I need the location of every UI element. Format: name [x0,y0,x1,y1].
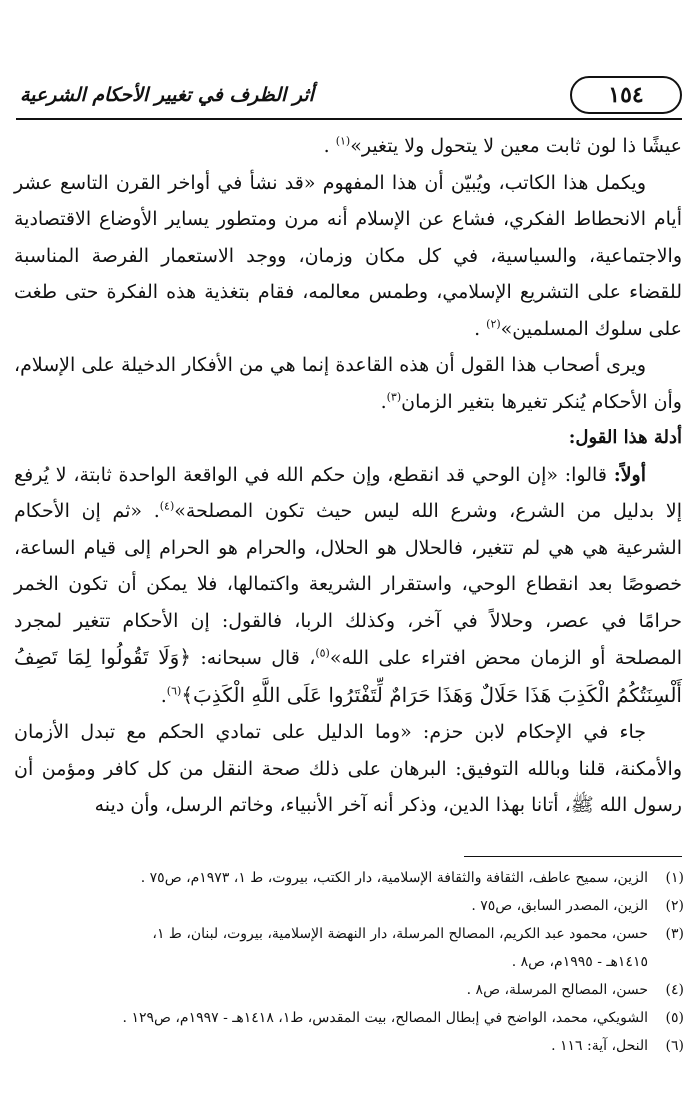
page-header [16,72,682,126]
footnote-5 [16,1004,684,1032]
footnote-ref-3: (٣) [386,390,402,404]
running-title: أثر الظرف في تغيير الأحكام الشرعية [20,84,314,106]
footnote-number: (٥) [665,1010,684,1026]
footnote-text: النحل، آية: ١١٦ . [551,1038,648,1054]
footnote-4 [16,976,684,1004]
footnote-text: الزين، سميح عاطف، الثقافة والثقافة الإسلامية، دار الكتب، بيروت، ط ١، ١٩٧٣م، ص٧٥ . [140,870,648,886]
header-rule [16,118,682,120]
footnote-ref-2: (٢) [486,317,501,331]
footnote-number: (٢) [665,898,684,914]
footnote-separator [464,856,682,857]
footnote-ref-5: (٥) [315,646,330,660]
footnote-3 [16,920,684,948]
footnote-ref-4: (٤) [159,499,175,513]
footnote-2 [16,892,684,920]
paragraph-1: عيشًا ذا لون ثابت معين لا يتحول ولا يتغير»$^{(١)}$ . [323,134,682,157]
paragraph-2-text: ويكمل هذا الكاتب، ويُبيّن أن هذا المفهوم «قد نشأ في أواخر القرن التاسع عشر أيام الانحطاط الفكري، فشاع عن الإسلام أنه مرن ومتطور يساير الأوضاع الاقتصادية والاجتماعية، والسياسية، في كل مكان وزمان، ووجد الاستعمار الفرصة المناسبة للقضاء على التشريع الإسلامي، وطمس معالمه، فقام بتغذية هذه الفكرة حتى طغت على سلوك المسلمين» [14,171,682,340]
paragraph-4-text-b: . «ثم إن الأحكام الشرعية هي هي لم تتغير، فالحلال هو الحلال، والحرام هو الحرام إلى قيام الساعة، خصوصًا بعد انقطاع الوحي، واستقرار الشريعة واكتمالها، فلا يمكن أن تكون الخمر حرامًا في عصر، وحلالاً في آخر، وكذلك الربا، فالقول: إن الأحكام تتغير لمجرد المصلحة أو الزمان محض افتراء على الله» [14,500,682,669]
paragraph-2: ويكمل هذا الكاتب، ويُبيّن أن هذا المفهوم «قد نشأ في أواخر القرن التاسع عشر أيام الانحطاط الفكري، فشاع عن الإسلام أنه مرن ومتطور يساير الأوضاع الاقتصادية والاجتماعية، والسياسية، في كل مكان وزمان، ووجد الاستعمار الفرصة المناسبة للقضاء على التشريع الإسلامي، وطمس معالمه، فقام بتغذية هذه الفكرة حتى طغت على سلوك المسلمين»$^{(٢)}$ . [14,171,682,340]
footnote-number: (٤) [665,982,684,998]
footnote-ref-6: (٦) [166,684,182,698]
page-number: ١٥٤ [570,76,682,114]
paragraph-1-text: عيشًا ذا لون ثابت معين لا يتحول ولا يتغير» [350,135,682,157]
paragraph-3-text: ويرى أصحاب هذا القول أن هذه القاعدة إنما هي من الأفكار الدخيلة على الإسلام، وأن الأحكام يُنكر تغيرها بتغير الزمان [14,354,682,413]
footnote-number: (١) [665,870,684,886]
footnotes [16,864,684,1060]
paragraph-4-lead: أولاً: [613,463,647,486]
footnote-1 [16,864,684,892]
section-heading: أدلة هذا القول: [568,427,682,448]
paragraph-4-text-c: ، قال سبحانه: [200,647,316,669]
footnote-text: الشويكي، محمد، الواضح في إبطال المصالح، بيت المقدس، ط١، ١٤١٨هـ - ١٩٩٧م، ص١٢٩ . [122,1010,648,1026]
footnote-ref-1: (١) [335,134,351,148]
quran-verse: ﴿وَلَا تَقُولُوا لِمَا تَصِفُ أَلْسِنَتُكُمُ الْكَذِبَ هَذَا حَلَالٌ وَهَذَا حَرَامٌ لِّتَفْتَرُوا عَلَى اللَّهِ الْكَذِبَ﴾ [14,645,682,707]
footnote-text: الزين، المصدر السابق، ص٧٥ . [471,898,648,914]
footnote-3-continued: ١٤١٥هـ - ١٩٩٥م، ص٨ . [511,954,648,970]
paragraph-3: ويرى أصحاب هذا القول أن هذه القاعدة إنما هي من الأفكار الدخيلة على الإسلام، وأن الأحكام يُنكر تغيرها بتغير الزمان$^{(٣)}$. [14,354,682,413]
footnote-text: حسن، المصالح المرسلة، ص٨ . [466,982,648,998]
footnote-number: (٣) [665,926,684,942]
footnote-6 [16,1032,684,1060]
paragraph-5: جاء في الإحكام لابن حزم: «وما الدليل على تمادي الحكم مع تبدل الأزمان والأمكنة، قلنا وبالله التوفيق: البرهان على ذلك صحة النقل من كل كافر ومؤمن أن رسول الله ﷺ، أتانا بهذا الدين، وذكر أنه آخر الأنبياء، وخاتم الرسل، وأن دينه [14,721,682,816]
paragraph-4: أولاً: قالوا: «إن الوحي قد انقطع، وإن حكم الله في الواقعة الواحدة ثابتة، لا يُرفع إلا بدليل من الشرع، وشرع الله ليس حيث تكون المصلحة»$^{(٤)}$. «ثم إن الأحكام الشرعية هي هي لم تتغير، فالحلال هو الحلال، والحرام هو الحرام إلى قيام الساعة، خصوصًا بعد انقطاع الوحي، واستقرار الشريعة واكتمالها، فلا يمكن أن تكون الخمر حرامًا في عصر، وحلالاً في آخر، وكذلك الربا، فالقول: إن الأحكام تتغير لمجرد المصلحة أو الزمان محض افتراء على الله»$^{(٥)}$، قال سبحانه: ﴿وَلَا تَقُولُوا لِمَا تَصِفُ أَلْسِنَتُكُمُ الْكَذِبَ هَذَا حَلَالٌ وَهَذَا حَرَامٌ لِّتَفْتَرُوا عَلَى اللَّهِ الْكَذِبَ﴾$^{(٦)}$. [14,463,682,707]
footnote-text: حسن، محمود عبد الكريم، المصالح المرسلة، دار النهضة الإسلامية، بيروت، لبنان، ط ١، [152,926,648,942]
main-text [14,128,682,824]
paragraph-4-text-a: قالوا: «إن الوحي قد انقطع، وإن حكم الله في الواقعة الواحدة ثابتة، لا يُرفع إلا بدليل من الشرع، وشرع الله ليس حيث تكون المصلحة» [14,463,682,522]
footnote-number: (٦) [665,1038,684,1054]
